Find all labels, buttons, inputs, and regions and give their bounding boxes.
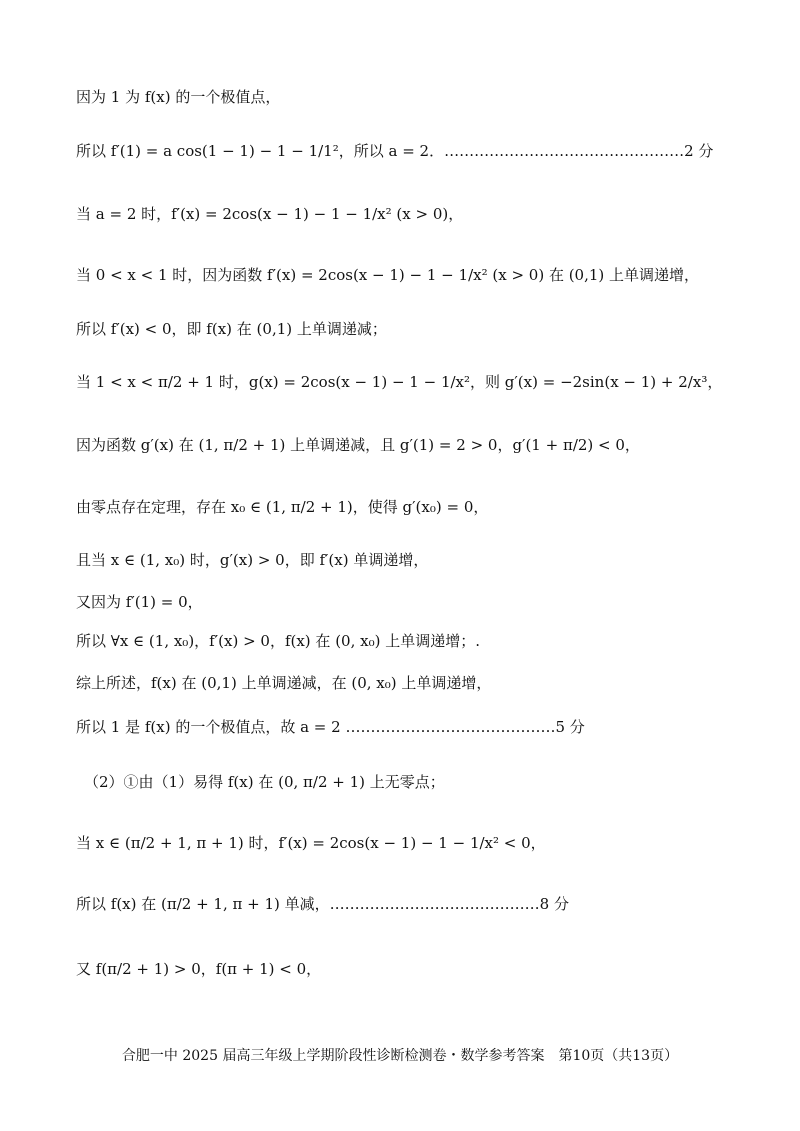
page-footer: 合肥一中 2025 届高三年级上学期阶段性诊断检测卷・数学参考答案 第10页（共13页） [121,1048,679,1064]
solution-line-6: 当 1 < x < π/2 + 1 时，g(x) = 2cos(x − 1) − 1 − 1/x²，则 g′(x) = −2sin(x − 1) + 2/x³， [76,373,723,391]
solution-line-4: 当 0 < x < 1 时，因为函数 f′(x) = 2cos(x − 1) − 1 − 1/x² (x > 0) 在 (0,1) 上单调递增， [76,266,700,284]
solution-line-17: 又 f(π/2 + 1) > 0，f(π + 1) < 0， [76,960,322,978]
solution-line-8: 由零点存在定理，存在 x₀ ∈ (1, π/2 + 1)，使得 g′(x₀) = 0， [76,498,489,516]
solution-line-1: 因为 1 为 f(x) 的一个极值点， [76,88,281,106]
solution-line-13: 所以 1 是 f(x) 的一个极值点，故 a = 2 ……………………………………5 分 [76,718,585,736]
solution-line-5: 所以 f′(x) < 0，即 f(x) 在 (0,1) 上单调递减； [76,320,387,338]
solution-line-15: 当 x ∈ (π/2 + 1, π + 1) 时，f′(x) = 2cos(x − 1) − 1 − 1/x² < 0， [76,834,546,852]
solution-line-3: 当 a = 2 时，f′(x) = 2cos(x − 1) − 1 − 1/x² (x > 0)， [76,205,464,223]
solution-line-2: 所以 f′(1) = a cos(1 − 1) − 1 − 1/1²，所以 a = 2．…………………………………………2 分 [76,142,714,160]
solution-line-10: 又因为 f′(1) = 0， [76,593,203,611]
solution-line-16: 所以 f(x) 在 (π/2 + 1, π + 1) 单减，……………………………………8 分 [76,895,569,913]
solution-line-9: 且当 x ∈ (1, x₀) 时，g′(x) > 0，即 f′(x) 单调递增， [76,551,429,569]
solution-line-12: 综上所述，f(x) 在 (0,1) 上单调递减，在 (0, x₀) 上单调递增， [76,674,492,692]
solution-line-7: 因为函数 g′(x) 在 (1, π/2 + 1) 上单调递减，且 g′(1) = 2 > 0，g′(1 + π/2) < 0， [76,436,640,454]
solution-line-14: （2）①由（1）易得 f(x) 在 (0, π/2 + 1) 上无零点； [84,773,445,791]
solution-line-11: 所以 ∀x ∈ (1, x₀)，f′(x) > 0，f(x) 在 (0, x₀) 上单调递增；. [76,632,480,650]
